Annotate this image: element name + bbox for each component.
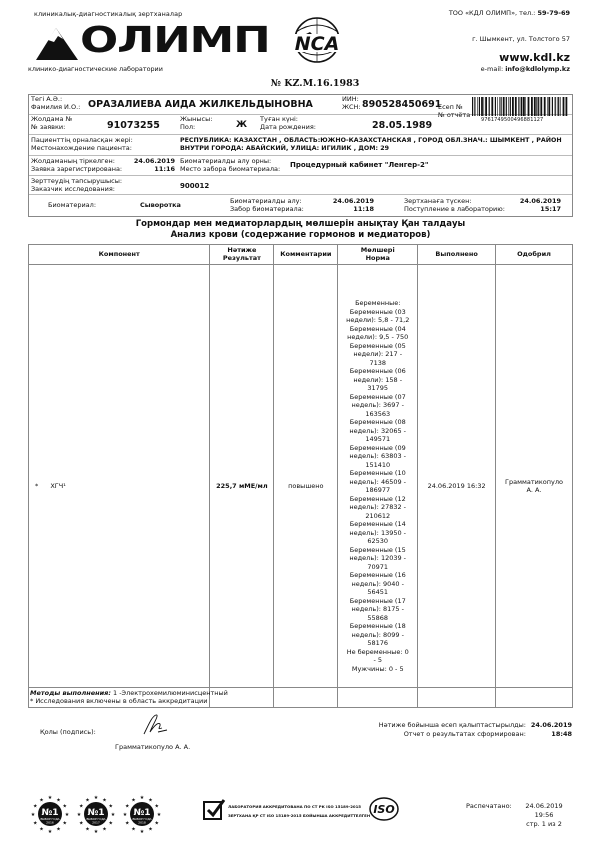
email-link[interactable]: info@kdlolymp.kz [505,65,570,73]
customer-label: Зерттеудің тапсырушысы: Заказчик исследования: [31,177,123,193]
badge-year: 2016 [46,820,54,825]
norm-line: недели): 5,8 - 71,2 [346,316,410,324]
norm-line: Беременные (07 [349,392,406,401]
info-left-border [28,94,29,216]
choice-of-year-badges [28,793,178,835]
result-value: 225,7 мМЕ/мл [210,265,274,708]
norm-line: Беременные (05 [349,341,406,350]
star-icon: ★ [148,797,153,804]
star-icon: ★ [62,803,67,810]
logo-word: ОЛИМП [80,20,270,61]
printed-time: 19:56 [534,811,554,819]
taken-label: Биоматериалды алу: Забор биоматериала: [230,197,304,213]
norm-line: Беременные (09 [349,443,406,452]
star-icon: ★ [33,803,38,810]
norm-line: недели): 158 - [353,375,403,384]
norm-line: Мужчины: 0 - 5 [351,664,404,673]
mountain-logo-icon [36,26,78,60]
report-number-label: Есеп № № отчёта [438,103,471,119]
signature-name: Грамматикопуло А. А. [115,743,191,751]
norm-line: Беременные (10 [349,469,406,477]
norm-line: 151410 [365,460,391,469]
star-icon: ★ [39,797,44,804]
accreditation-text: ЛАБОРАТОРИЯ АККРЕДИТОВАНА ПО СТ РК ISO 15189-2015 ЗЕРТХАНА ҚР СТ ISO 15189-2015 БОЙЫНША АККРЕДИТТЕЛГЕН [228,804,371,818]
norm-line: Беременные (12 [349,494,406,503]
norm-line: Беременные (15 [349,545,406,554]
norm-line: Беременные: [355,299,401,307]
badge-text: ВЫБОР ГОДА [86,817,106,821]
star-icon: ★ [56,797,61,804]
norm-line: Беременные (18 [349,622,406,630]
star-icon: ★ [154,820,159,827]
star-icon: ★ [79,820,84,827]
registered-label: Жолдаманың тіркелген: Заявка зарегистрирована: [31,157,123,173]
biomaterial-value: Сыворотка [140,201,181,209]
norm-line: 62530 [367,537,389,545]
badge-number-icon: №1 [87,808,105,818]
header-approved: Одобрил [496,245,573,265]
star-icon: ★ [76,812,82,818]
report-formed-block: Нәтиже бойынша есеп қалыптастырылды: 24.06.2019 Отчет о результатах сформирован: 18:48 [378,721,572,738]
referral-number: 91073255 [107,120,160,131]
norm-line: недель): 27832 - [349,503,407,511]
star-icon: ★ [39,826,44,833]
star-icon: ★ [85,826,90,833]
printed-date: 24.06.2019 [525,802,563,810]
badge-text: ВЫБОР ГОДА [40,817,60,821]
norm-cell [338,265,418,708]
star-icon: ★ [154,803,159,810]
star-icon: ★ [64,812,70,818]
header-norm: Мөлшері Норма [338,245,418,265]
star-icon: ★ [47,795,53,801]
norm-line: недель): 8099 - [351,630,404,639]
star-icon: ★ [102,797,107,804]
registered-datetime: 24.06.2019 11:16 [133,157,175,173]
iso-text: ISO [373,803,395,816]
norm-line: Беременные (04 [349,324,406,333]
badge-number-icon: №1 [41,808,59,818]
olimp-logo [28,10,270,73]
norm-line: недель): 9040 - [351,579,404,588]
methods-value: 1 -Электрохемилюминисцентный [110,689,228,697]
badge-text: ВЫБОР ГОДА [132,817,152,821]
received-label: Зертханаға түскен: Поступление в лабораторию: [404,197,505,213]
sex-label: Жынысы: Пол: [180,115,213,131]
barcode-number: 9761749500496881127 [481,117,544,123]
norm-line: Беременные (03 [349,307,406,316]
logo-bottom-text: клинико-диагностические лаборатории [28,65,163,73]
star-icon: ★ [79,803,84,810]
norm-line: Беременные (17 [349,596,406,605]
star-icon: ★ [47,829,53,835]
report-formed-time: 18:48 [551,730,572,738]
norm-line: недель): 46509 - [349,477,407,486]
signature-label: Қолы (подпись): [40,728,96,736]
done-value: 24.06.2019 16:32 [418,265,496,708]
results-table [28,244,573,708]
norm-line: Беременные (08 [349,418,406,426]
norm-line: 70971 [367,562,389,571]
star-icon: ★ [108,820,113,827]
star-icon: ★ [110,812,116,818]
barcode-icon [470,96,570,117]
norm-line: Беременные (14 [349,520,406,528]
info-divider [28,194,573,195]
norm-line: недель): 13950 - [349,528,407,537]
iin-label: ИИН: ЖСН: [342,95,361,111]
company-website-link[interactable]: www.kdl.kz [499,51,570,64]
signature-icon [140,712,170,738]
norm-line: Беременные (06 [349,367,406,375]
nca-text: NCA [294,33,340,55]
norm-line: недель): 8175 - [351,605,404,613]
star-icon: ★ [148,826,153,833]
star-icon: ★ [108,803,113,810]
table-header-row [29,245,573,265]
star-icon: ★ [139,829,145,835]
norm-line: 56451 [367,588,389,596]
company-line: ТОО «КДЛ ОЛИМП», тел.: 59-79-69 [448,9,570,17]
star-icon: ★ [102,826,107,833]
star-icon: ★ [30,812,36,818]
norm-line: 186977 [365,486,391,494]
collection-place-value: Процедурный кабинет "Ленгер-2" [290,161,429,169]
header-result: Нәтиже Результат [210,245,274,265]
nca-logo-icon [272,14,362,76]
info-divider [28,134,573,135]
company-phone: 59-79-69 [537,9,570,17]
star-icon: ★ [33,820,38,827]
norm-line: 149571 [365,435,391,443]
star-icon: ★ [85,797,90,804]
norm-line: 210612 [365,511,391,520]
norm-line: 7138 [369,358,386,367]
norm-line: Беременные (16 [349,571,406,579]
methods-label: Методы выполнения: [30,689,111,697]
received-datetime: 24.06.2019 15:17 [519,197,561,213]
accreditation-check-icon [202,797,226,821]
page-number: стр. 1 из 2 [526,820,562,828]
comment-value: повышено [274,265,338,708]
referral-label: Жолдама № № заявки: [31,115,73,131]
norm-line: 31795 [367,384,389,392]
norm-line: 55868 [367,613,389,622]
header-comments: Комментарии [274,245,338,265]
star-icon: ★ [93,795,99,801]
norm-line: недель): 63803 - [349,452,407,460]
info-bottom-border [28,216,573,217]
collection-place-label: Биоматериалды алу орны: Место забора биоматериала: [180,157,281,173]
sex-value: Ж [236,120,248,130]
star-icon: ★ [156,812,162,818]
norm-line: недели): 217 - [353,350,403,358]
methods-block [30,689,228,705]
info-right-border [572,94,573,216]
star-icon: ★ [122,812,128,818]
logo-top-text: клиникалық-диагностикалық зертханалар [34,10,183,18]
iso-logo-icon [369,797,399,821]
star-icon: ★ [62,820,67,827]
certificate-number: № KZ.M.16.1983 [270,78,360,89]
dob-value: 28.05.1989 [372,120,433,131]
norm-line: Не беременные: 0 [346,647,409,656]
accredited-star: * [35,482,39,490]
company-email: e-mail: info@kdlolymp.kz [480,65,570,73]
section-title: Гормондар мен медиаторлардың мөлшерін анықтау Қан талдауы Анализ крови (содержание гормонов и медиаторов) [135,219,466,240]
star-icon: ★ [139,795,145,801]
header-component: Компонент [29,245,210,265]
methods-bottom-border [28,707,573,708]
component-cell [29,265,210,708]
location-label: Пациенттің орналасқан жері: Местонахождение пациента: [31,136,133,152]
choice-of-year-badge [123,795,162,835]
star-icon: ★ [93,829,99,835]
printed-label: Распечатано: [466,802,512,810]
dob-label: Туған күні: Дата рождения: [260,115,316,131]
name-label: Тегі А.Ә.: Фамилия И.О.: [31,95,81,111]
header-done: Выполнено [418,245,496,265]
printed-info [518,802,570,829]
company-address: г. Шымкент, ул. Толстого 57 [472,35,570,43]
component-name: ХГЧ¹ [50,482,66,490]
location-value: РЕСПУБЛИКА: КАЗАХСТАН , ОБЛАСТЬ:ЮЖНО-КАЗАХСТАНСКАЯ , ГОРОД ОБЛ.ЗНАЧ.: ШЫМКЕНТ , РАЙОН ВНУТРИ ГОРОДА: АБАЙСКИЙ, УЛИЦА: ИГИЛИК , ДОМ: 29 [180,137,562,152]
norm-line: недель): 12039 - [349,554,407,562]
star-icon: ★ [125,820,130,827]
star-icon: ★ [56,826,61,833]
norm-line: 163563 [365,409,391,418]
norm-line: недель): 3697 - [351,401,404,409]
approved-value: Грамматикопуло А. А. [496,265,573,708]
norm-line: недель): 32065 - [349,426,407,435]
norm-line: 58176 [367,639,389,647]
report-formed-date: 24.06.2019 [530,721,572,729]
info-divider [28,155,573,156]
iin-value: 890528450691 [362,99,442,110]
choice-of-year-badge [31,795,70,835]
norm-line: - 5 [373,656,383,664]
methods-top-border [28,687,573,688]
star-icon: ★ [131,797,136,804]
info-top-border [28,94,573,95]
accredited-note: * Исследования включены в область аккредитации [30,697,208,705]
badge-year: 2017 [92,820,100,825]
choice-of-year-badge [77,795,116,835]
star-icon: ★ [131,826,136,833]
table-row [29,265,573,708]
info-divider [28,175,573,176]
badge-year: 2018 [138,820,146,825]
norm-line: недели): 9,5 - 750 [347,333,409,341]
star-icon: ★ [125,803,130,810]
biomaterial-label: Биоматериал: [48,201,97,209]
badge-number-icon: №1 [133,808,151,818]
patient-name: ОРАЗАЛИЕВА АИДА ЖИЛКЕЛЬДЫНОВНА [88,99,313,110]
taken-datetime: 24.06.2019 11:18 [332,197,374,213]
customer-value: 900012 [180,182,210,190]
